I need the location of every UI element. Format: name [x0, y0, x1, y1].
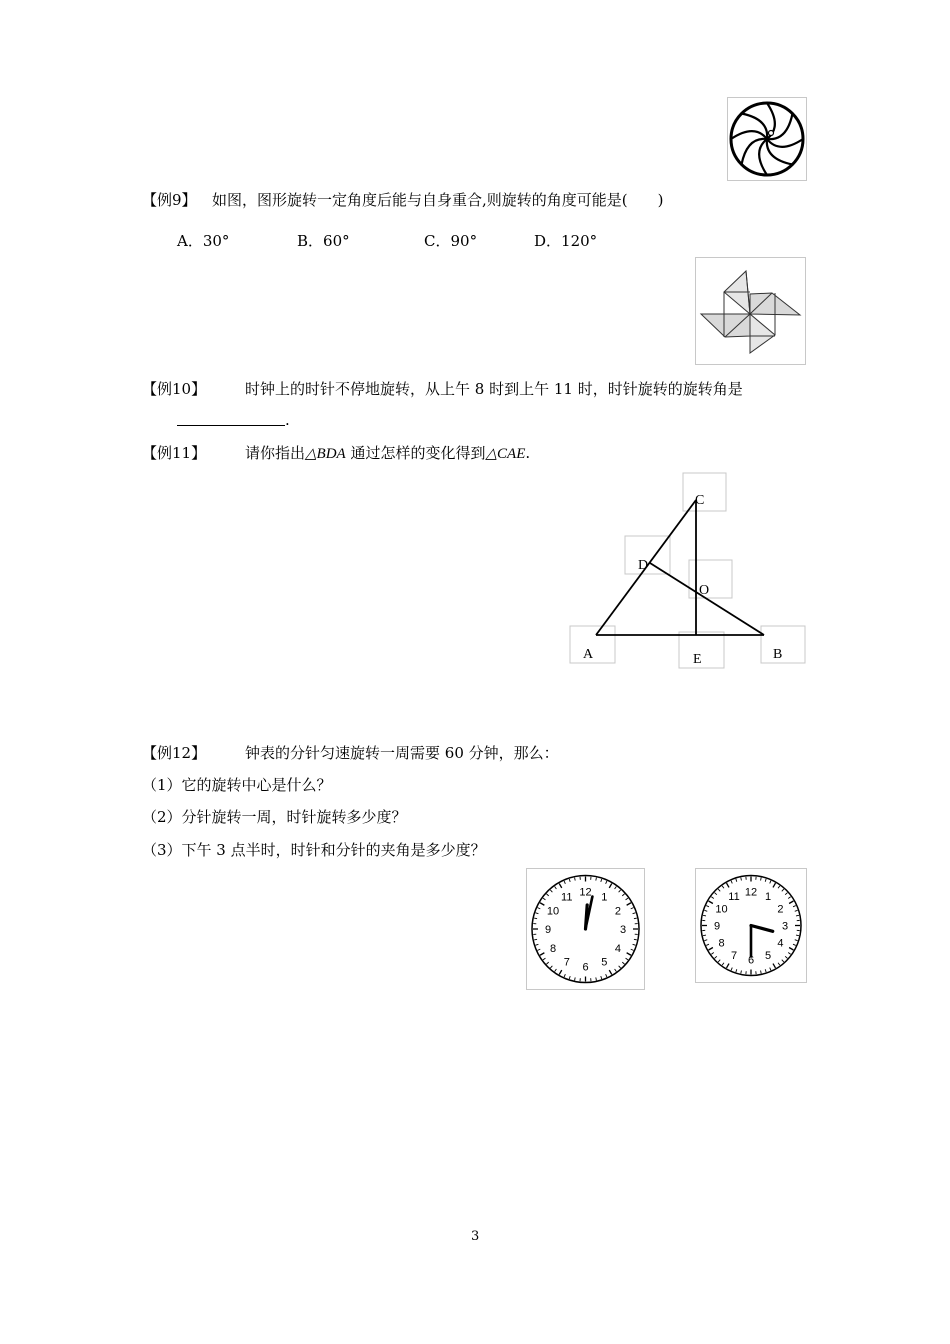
clock-tick — [536, 944, 539, 945]
clock-tick — [704, 910, 707, 911]
clock-tick — [627, 953, 631, 956]
example-9-option-c: C．90° — [424, 232, 478, 250]
clock-tick — [722, 886, 724, 888]
clock-numeral: 12 — [744, 886, 758, 899]
clock-numeral: 6 — [747, 954, 755, 967]
clock-tick — [765, 879, 766, 882]
answer-blank-period: . — [285, 411, 290, 429]
clock-tick — [538, 949, 541, 950]
clock-tick — [706, 944, 709, 945]
clock-tick — [785, 893, 787, 895]
label-b: B — [773, 647, 783, 662]
clock-numeral: 7 — [563, 956, 570, 969]
clock-tick — [795, 940, 798, 941]
clock-tick — [534, 918, 537, 919]
example-12-sub-3: （3）下午 3 点半时，时针和分针的夹角是多少度？ — [142, 841, 486, 859]
clock-tick — [634, 918, 637, 919]
clock-tick — [785, 956, 787, 958]
clock-tick — [546, 962, 548, 964]
example-9-option-b: B．60° — [297, 232, 350, 250]
clock-numeral: 10 — [546, 905, 560, 918]
clock-tick — [606, 881, 607, 884]
clock-numeral: 8 — [549, 942, 557, 955]
page-number: 3 — [471, 1229, 480, 1244]
clock-tick — [773, 964, 776, 968]
clock-tick — [564, 974, 565, 977]
triangle-figure — [568, 470, 808, 670]
clock-tick — [770, 881, 771, 884]
clock-numeral: 1 — [601, 891, 608, 904]
clock-numeral: 6 — [582, 961, 589, 974]
clock-tick — [795, 910, 798, 911]
example-10-label: 【例10】 — [142, 380, 207, 398]
clock-tick — [601, 879, 602, 882]
clock-tick — [731, 968, 732, 971]
clock-tick — [543, 958, 545, 960]
clock-tick — [596, 977, 597, 980]
label-c: C — [695, 493, 705, 508]
clock-tick — [715, 893, 717, 895]
clock-numeral: 7 — [730, 949, 738, 962]
clock-tick — [782, 960, 784, 962]
clock-tick — [555, 887, 557, 889]
clock-tick — [761, 970, 762, 973]
clock-numeral: 5 — [601, 956, 608, 969]
clock-tick — [540, 953, 544, 956]
clock-tick — [718, 960, 720, 962]
clock-tick — [789, 948, 793, 951]
clock-tick — [633, 944, 636, 945]
clock-tick — [626, 898, 628, 900]
answer-blank[interactable] — [177, 410, 285, 426]
clock-numeral: 8 — [718, 937, 725, 950]
clock-tick — [773, 883, 776, 887]
clock-numeral: 2 — [614, 905, 622, 918]
clock-numeral: 12 — [579, 886, 592, 899]
clock-tick — [609, 970, 612, 974]
clock-tick — [575, 977, 576, 980]
clock-tick — [770, 968, 771, 971]
clock-tick — [540, 903, 544, 906]
clock-tick — [727, 964, 730, 968]
clock-tick — [619, 966, 621, 968]
clock-tick — [631, 908, 634, 909]
clock-tick — [704, 940, 707, 941]
clock-tick — [536, 913, 539, 914]
clock-numeral: 3 — [781, 920, 789, 933]
clock-tick — [782, 889, 784, 891]
pinwheel-circle-figure — [727, 97, 807, 181]
label-d: D — [638, 558, 649, 573]
clock-tick — [796, 915, 799, 916]
clock-numeral: 5 — [764, 949, 772, 962]
clock-tick — [622, 894, 624, 896]
clock-numeral: 10 — [715, 903, 728, 916]
clock-tick — [564, 881, 565, 884]
clock-tick — [793, 906, 796, 907]
clock-tick — [722, 963, 724, 965]
clock-tick — [718, 889, 720, 891]
clock-tick — [715, 956, 717, 958]
pinwheel-spiral — [759, 139, 767, 175]
example-11-label: 【例11】 — [142, 444, 207, 462]
example-11-question: 请你指出△BDA 通过怎样的变化得到△CAE. — [245, 444, 531, 462]
clock-tick — [569, 879, 570, 882]
clock-tick — [788, 897, 790, 899]
clock-numeral: 3 — [619, 924, 627, 936]
clock-numeral: 1 — [764, 891, 772, 904]
clock-tick — [761, 878, 762, 881]
clock-tick — [778, 963, 780, 965]
clock-tick — [550, 890, 552, 892]
example-12-sub-1: （1）它的旋转中心是什么？ — [142, 776, 332, 794]
clock-tick — [709, 948, 713, 951]
clock-tick — [601, 976, 602, 979]
clock-tick — [627, 903, 631, 906]
clock-tick — [546, 894, 548, 896]
clock-tick — [706, 906, 709, 907]
clock-tick — [793, 944, 796, 945]
clock-tick — [788, 953, 790, 955]
clock-tick — [633, 913, 636, 914]
pinwheel-spiral — [731, 131, 767, 139]
label-e: E — [693, 652, 702, 667]
clock-tick — [543, 898, 545, 900]
example-12-label: 【例12】 — [142, 744, 207, 762]
clock-tick — [736, 879, 737, 882]
clock-tick — [741, 970, 742, 973]
clock-tick — [626, 958, 628, 960]
clock-tick — [709, 901, 713, 904]
clock-tick — [596, 878, 597, 881]
clock-tick — [741, 878, 742, 881]
clock-numeral: 4 — [777, 937, 784, 950]
clock-tick — [796, 935, 799, 936]
clock-tick — [615, 969, 617, 971]
windmill-figure — [695, 257, 806, 365]
clock-tick — [711, 953, 713, 955]
clock-tick — [559, 884, 562, 888]
clock-tick — [538, 908, 541, 909]
clock-tick — [789, 901, 793, 904]
clock-tick — [731, 881, 732, 884]
clock-tick — [631, 949, 634, 950]
clock-tick — [703, 915, 706, 916]
clock-face-2 — [695, 868, 807, 983]
example-9-question: 如图，图形旋转一定角度后能与自身重合,则旋转的角度可能是( ) — [212, 191, 664, 209]
example-9-option-a: A．30° — [177, 232, 230, 250]
clock-numeral: 9 — [713, 920, 721, 933]
clock-face-1 — [526, 868, 645, 990]
clock-tick — [569, 976, 570, 979]
clock-tick — [622, 962, 624, 964]
clock-numeral: 11 — [728, 891, 740, 904]
example-9-label: 【例9】 — [142, 191, 197, 209]
clock-numeral: 2 — [777, 903, 784, 916]
clock-hour-hand — [751, 926, 773, 932]
example-9-option-d: D．120° — [534, 232, 598, 250]
clock-tick — [550, 966, 552, 968]
example-10-question: 时钟上的时针不停地旋转，从上午 8 时到上午 11 时，时针旋转的旋转角是 — [245, 380, 743, 398]
pinwheel-spiral — [767, 139, 803, 147]
clock-tick — [703, 935, 706, 936]
clock-numeral: 4 — [614, 942, 622, 955]
clock-numeral: 11 — [561, 891, 573, 904]
clock-tick — [559, 970, 562, 974]
clock-tick — [727, 883, 730, 887]
label-a: A — [583, 647, 594, 662]
clock-tick — [711, 897, 713, 899]
clock-tick — [619, 890, 621, 892]
clock-tick — [615, 887, 617, 889]
example-12-question: 钟表的分针匀速旋转一周需要 60 分钟，那么： — [245, 744, 559, 762]
triangle-bda: △BDA — [305, 446, 346, 462]
clock-tick — [609, 884, 612, 888]
example-12-sub-2: （2）分针旋转一周，时针旋转多少度？ — [142, 808, 407, 826]
triangle-cae: △CAE — [485, 446, 526, 462]
clock-tick — [575, 878, 576, 881]
clock-tick — [765, 969, 766, 972]
label-o: O — [699, 583, 710, 598]
clock-numeral: 9 — [544, 924, 552, 936]
clock-tick — [778, 886, 780, 888]
clock-tick — [534, 939, 537, 940]
clock-tick — [606, 974, 607, 977]
clock-tick — [555, 969, 557, 971]
clock-tick — [634, 939, 637, 940]
clock-tick — [736, 969, 737, 972]
